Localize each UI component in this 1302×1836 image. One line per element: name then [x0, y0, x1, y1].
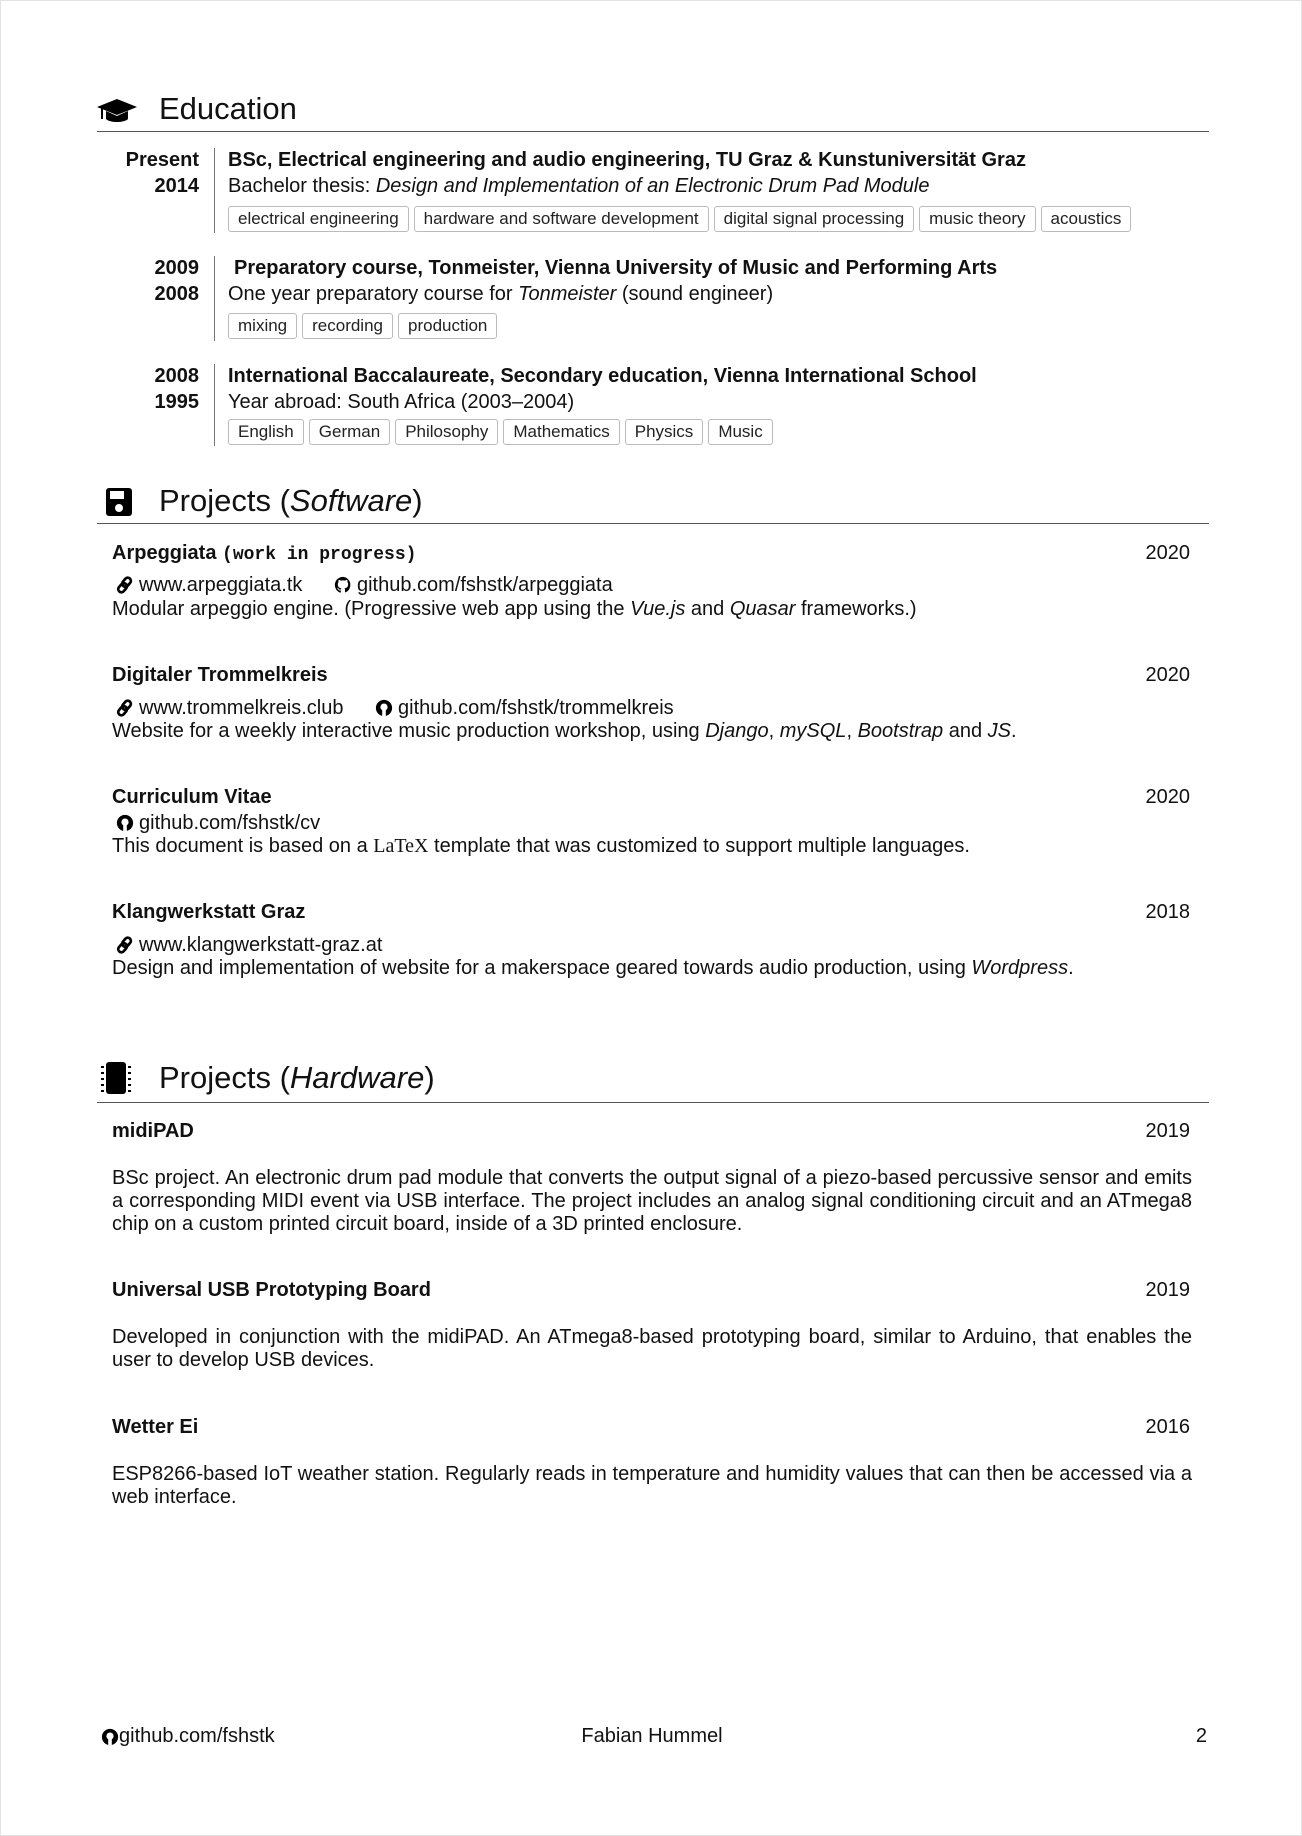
project-description: Modular arpeggio engine. (Progressive web app using the Vue.js and Quasar frameworks.)	[112, 598, 917, 620]
github-icon	[334, 575, 352, 595]
github-icon	[375, 698, 393, 718]
edu-detail: One year preparatory course for Tonmeister (sound engineer)	[228, 283, 774, 305]
section-divider	[97, 1102, 1209, 1103]
tag: acoustics	[1041, 206, 1132, 232]
microchip-icon	[97, 1061, 137, 1095]
tag: Music	[708, 419, 772, 445]
tag: hardware and software development	[414, 206, 709, 232]
edu-date-start: 1995	[154, 391, 199, 413]
edu-detail: Year abroad: South Africa (2003–2004)	[228, 391, 575, 413]
project-year: 2020	[1145, 542, 1190, 564]
tag: Philosophy	[395, 419, 498, 445]
timeline-bar	[214, 364, 215, 446]
edu-date-end: 2008	[154, 365, 199, 387]
edu-tags	[228, 419, 773, 445]
edu-detail: Bachelor thesis: Design and Implementation of an Electronic Drum Pad Module	[228, 175, 930, 197]
website-link[interactable]: www.trommelkreis.club	[116, 696, 343, 720]
project-title: midiPAD	[112, 1120, 194, 1142]
tag: electrical engineering	[228, 206, 409, 232]
floppy-disk-icon	[97, 485, 137, 519]
tag: music theory	[919, 206, 1035, 232]
edu-date-start: 2008	[154, 283, 199, 305]
section-divider	[97, 131, 1209, 132]
section-heading-software: Projects (Software)	[159, 483, 423, 518]
edu-date-end: Present	[125, 149, 199, 171]
section-divider	[97, 523, 1209, 524]
project-year: 2019	[1145, 1120, 1190, 1142]
project-year: 2016	[1145, 1416, 1190, 1438]
github-icon	[116, 813, 134, 833]
github-link[interactable]: github.com/fshstk/trommelkreis	[375, 696, 674, 720]
edu-tags	[228, 313, 497, 339]
tag: Physics	[625, 419, 704, 445]
project-title: Klangwerkstatt Graz	[112, 901, 306, 923]
project-year: 2019	[1145, 1279, 1190, 1301]
tag: digital signal processing	[714, 206, 915, 232]
page-number: 2	[1195, 1725, 1207, 1747]
tag: German	[309, 419, 390, 445]
github-link[interactable]: github.com/fshstk/cv	[116, 811, 320, 835]
edu-date-start: 2014	[154, 175, 199, 197]
project-title: Arpeggiata (work in progress)	[112, 542, 417, 565]
latex-logo: LaTeX	[373, 835, 429, 857]
project-description: This document is based on a LaTeX template that was customized to support multiple languages.	[112, 835, 970, 857]
project-description: Developed in conjunction with the midiPAD. An ATmega8-based prototyping board, similar to Arduino, that enables the user to develop USB devices.	[112, 1326, 1192, 1371]
edu-tags	[228, 206, 1131, 232]
tag: Mathematics	[503, 419, 619, 445]
project-year: 2020	[1145, 664, 1190, 686]
website-link[interactable]: www.arpeggiata.tk	[116, 573, 302, 597]
timeline-bar	[214, 148, 215, 233]
project-title: Universal USB Prototyping Board	[112, 1279, 431, 1301]
edu-title: Preparatory course, Tonmeister, Vienna University of Music and Performing Arts	[234, 257, 998, 279]
graduation-cap-icon	[97, 93, 137, 127]
edu-date-end: 2009	[154, 257, 199, 279]
footer-name: Fabian Hummel	[581, 1725, 723, 1747]
website-link[interactable]: www.klangwerkstatt-graz.at	[116, 933, 382, 957]
project-title: Digitaler Trommelkreis	[112, 664, 328, 686]
project-title: Curriculum Vitae	[112, 786, 272, 808]
github-link[interactable]: github.com/fshstk/arpeggiata	[334, 573, 613, 597]
edu-title: BSc, Electrical engineering and audio engineering, TU Graz & Kunstuniversität Graz	[228, 149, 1026, 171]
project-description: Design and implementation of website for a makerspace geared towards audio production, using Wordpress.	[112, 957, 1074, 979]
section-heading-hardware: Projects (Hardware)	[159, 1060, 435, 1095]
link-icon	[116, 698, 134, 718]
project-year: 2020	[1145, 786, 1190, 808]
tag: mixing	[228, 313, 297, 339]
tag: recording	[302, 313, 393, 339]
project-description: ESP8266-based IoT weather station. Regularly reads in temperature and humidity values that can then be accessed via a web interface.	[112, 1463, 1192, 1508]
project-year: 2018	[1145, 901, 1190, 923]
timeline-bar	[214, 256, 215, 341]
project-description: BSc project. An electronic drum pad module that converts the output signal of a piezo-based percussive sensor and emits a corresponding MIDI event via USB interface. The project includes an analog signal conditioning circuit and an ATmega8 chip on a custom printed circuit board, inside of a 3D printed enclosure.	[112, 1167, 1192, 1235]
project-description: Website for a weekly interactive music production workshop, using Django, mySQL, Bootstrap and JS.	[112, 720, 1017, 742]
link-icon	[116, 575, 134, 595]
link-icon	[116, 935, 134, 955]
footer-github-link[interactable]: github.com/fshstk	[101, 1723, 275, 1749]
section-heading-education: Education	[159, 91, 297, 126]
project-title: Wetter Ei	[112, 1416, 199, 1438]
tag: production	[398, 313, 497, 339]
edu-title: International Baccalaureate, Secondary education, Vienna International School	[228, 365, 977, 387]
tag: English	[228, 419, 304, 445]
